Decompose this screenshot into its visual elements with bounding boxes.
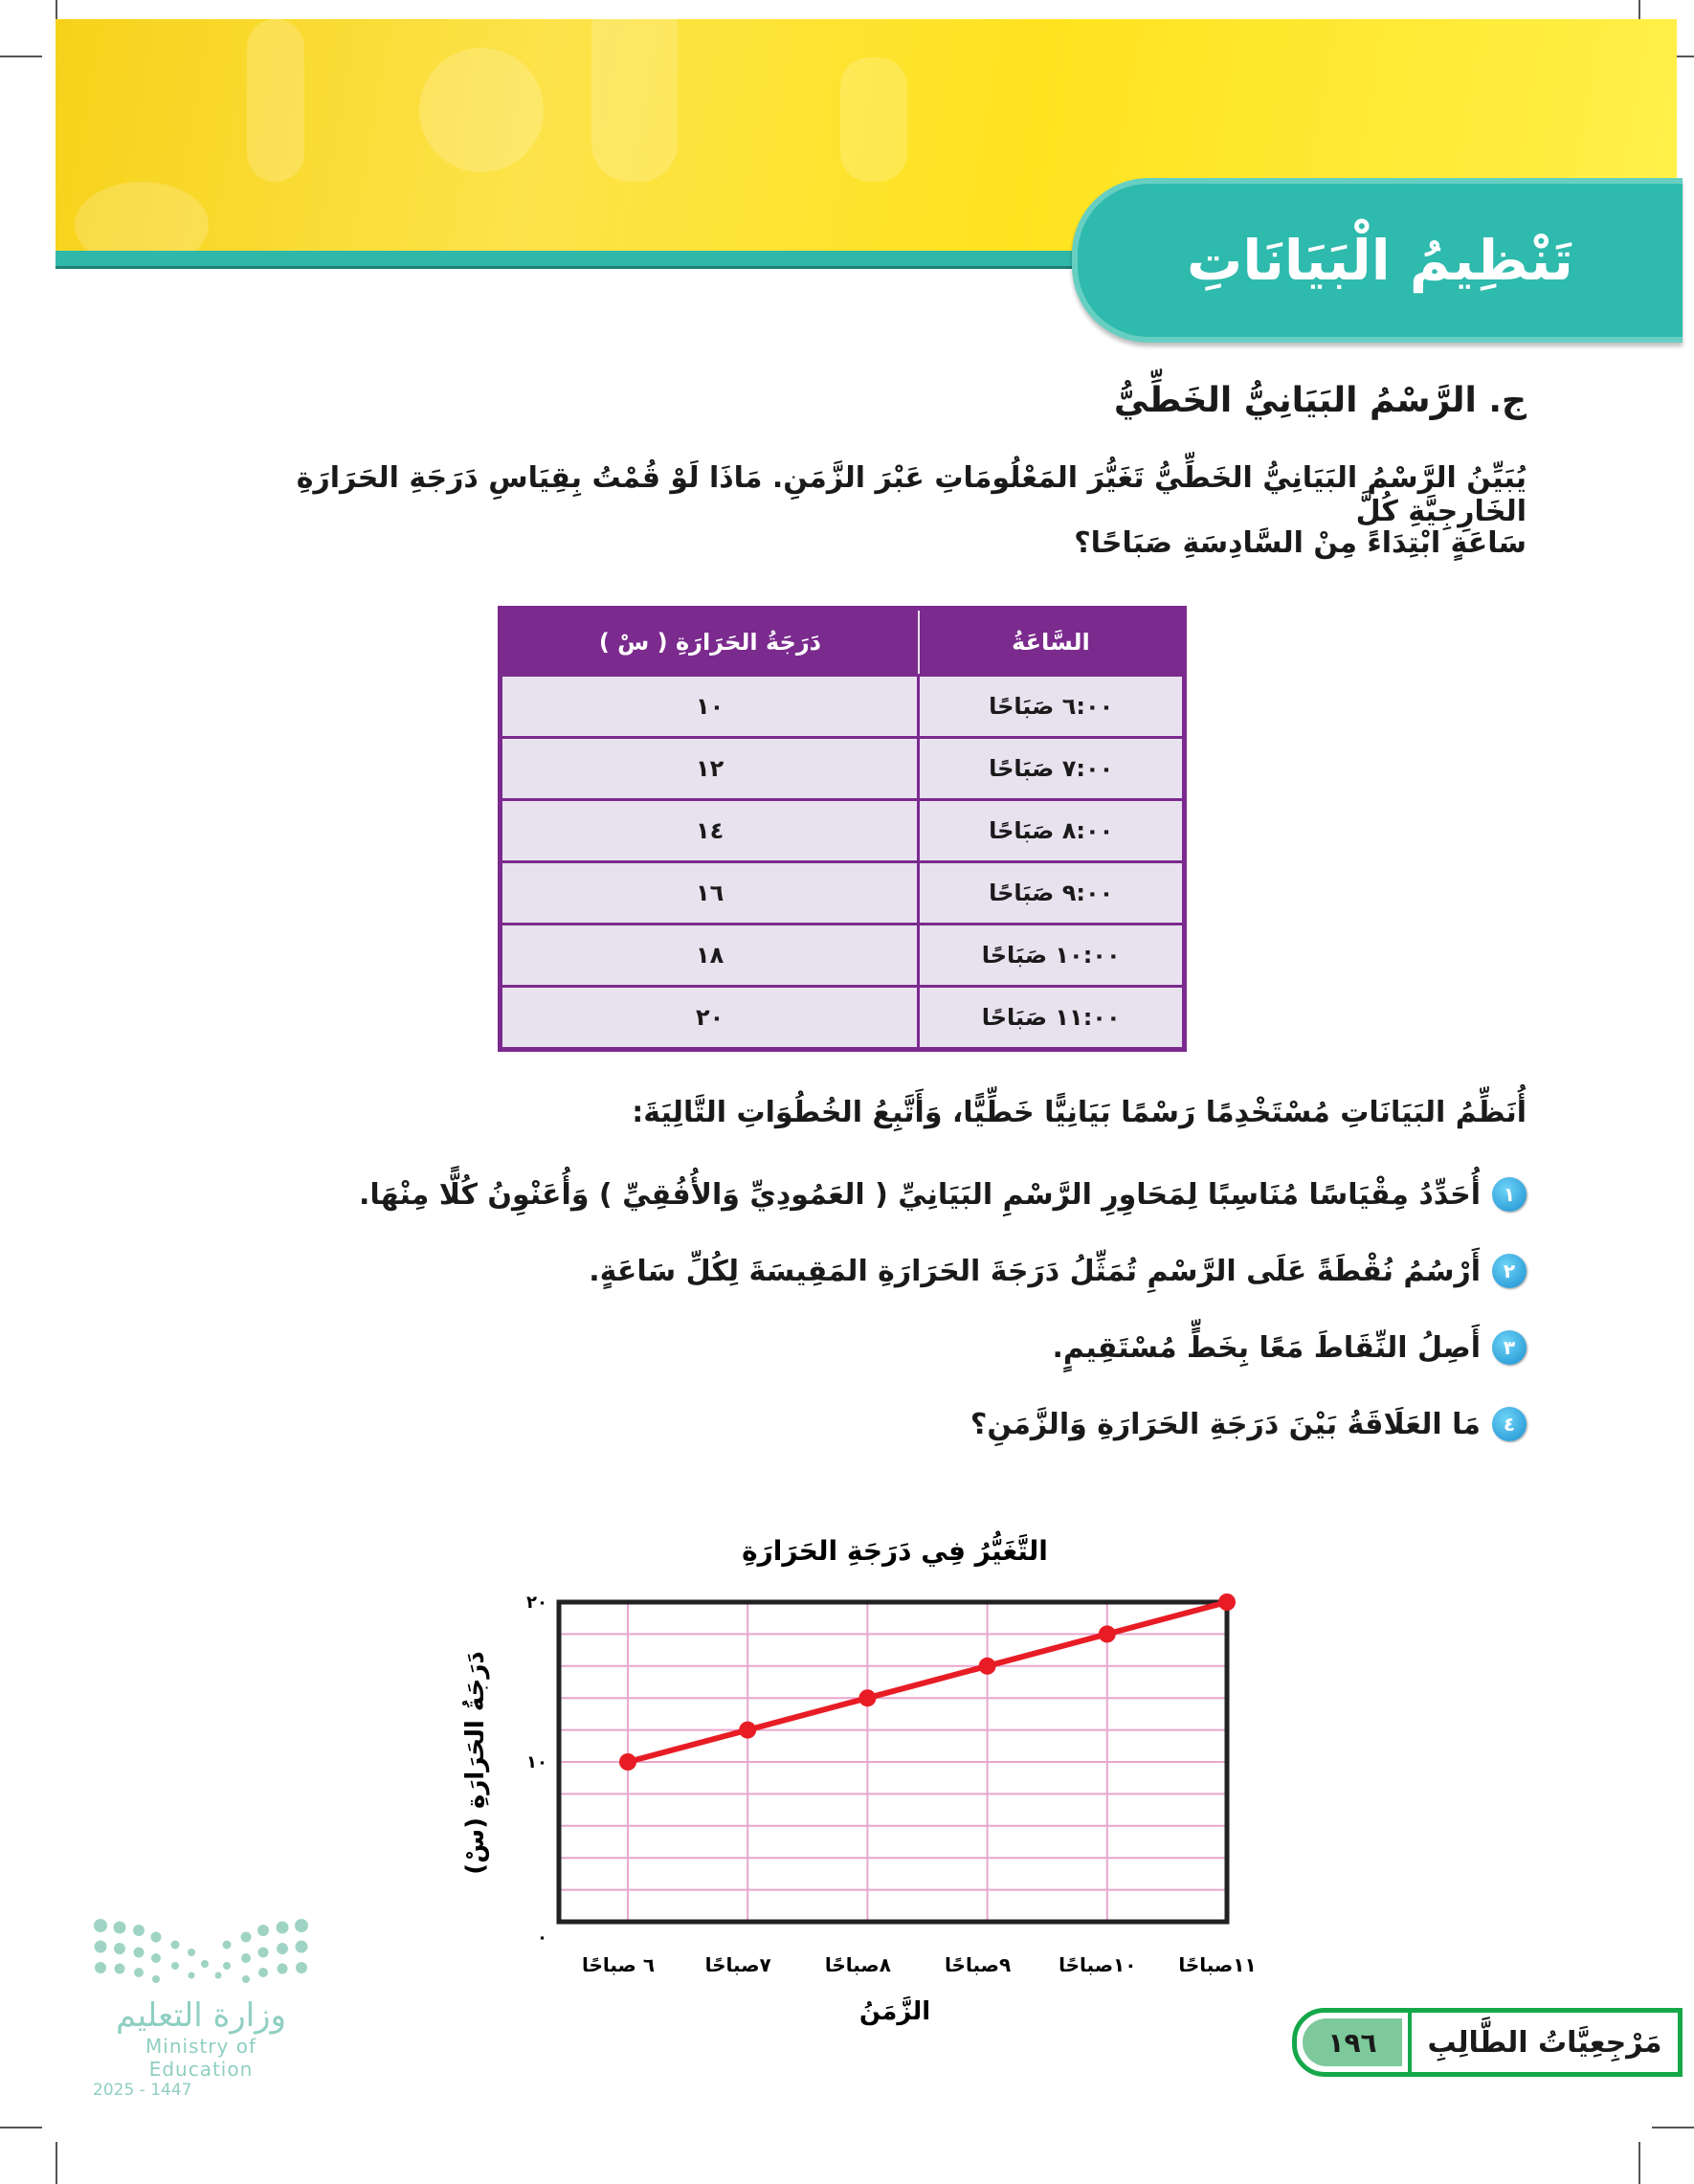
temperature-cell: ١٨ — [501, 925, 919, 987]
step-number-badge: ٤ — [1492, 1407, 1527, 1441]
banner-decoration — [840, 57, 907, 182]
x-tick-label: ٦ صباحًا — [581, 1953, 656, 1976]
data-point — [979, 1658, 996, 1675]
page-title: تَنْظِيمُ الْبَيَانَاتِ — [1187, 228, 1573, 293]
data-point — [1099, 1625, 1116, 1642]
y-tick-label: ٠ — [537, 1928, 547, 1948]
y-tick-label: ٢٠ — [526, 1593, 547, 1613]
x-tick-label: ٧صباحًا — [704, 1953, 771, 1976]
step-number-badge: ٢ — [1492, 1254, 1527, 1288]
y-tick-label: ١٠ — [526, 1752, 547, 1772]
temperature-series-line — [628, 1602, 1227, 1762]
data-point — [858, 1689, 876, 1706]
intro-paragraph-line: يُبَيِّنُ الرَّسْمُ البَيَانِيُّ الخَطِّيُّ تَغَيُّرَ المَعْلُومَاتِ عَبْرَ الزَّمَنِ. مَاذَا لَوْ قُمْتُ بِقِيَاسِ دَرَجَةِ الحَرَارَةِ الخَارِجِيَّةِ كُلَّ — [296, 461, 1527, 528]
table-row — [501, 738, 1185, 800]
x-tick-label: ١٠صباحًا — [1059, 1953, 1137, 1976]
page-footer — [1292, 2008, 1683, 2077]
x-tick-label: ٩صباحًا — [945, 1953, 1012, 1976]
crop-mark — [1652, 2127, 1694, 2128]
x-axis-label: الزَّمَنُ — [858, 1997, 931, 2026]
time-cell: ٨:٠٠ صَبَاحًا — [919, 800, 1185, 862]
y-axis-ticks — [526, 1593, 547, 1948]
step-text: أُحَدِّدُ مِقْيَاسًا مُنَاسِبًا لِمَحَاوِرِ الرَّسْمِ البَيَانِيِّ ( العَمُودِيِّ وَالأُفُقِيِّ ) وَأُعَنْوِنُ كُلًّا مِنْهَا. — [358, 1177, 1481, 1212]
x-tick-label: ١١صباحًا — [1178, 1953, 1257, 1976]
time-cell: ١١:٠٠ صَبَاحًا — [919, 987, 1185, 1050]
table-row — [501, 676, 1185, 738]
section-heading: ج. الرَّسْمُ البَيَانِيُّ الخَطِّيُّ — [1113, 381, 1527, 420]
temperature-cell: ١٦ — [501, 862, 919, 925]
time-cell: ١٠:٠٠ صَبَاحًا — [919, 925, 1185, 987]
temperature-cell: ١٤ — [501, 800, 919, 862]
time-cell: ٧:٠٠ صَبَاحًا — [919, 738, 1185, 800]
step-item — [1052, 1330, 1527, 1365]
crop-mark — [56, 2142, 57, 2184]
footer-section-label: مَرْجِعِيَّاتُ الطَّالِبِ — [1408, 2013, 1678, 2072]
step-item — [970, 1407, 1527, 1441]
intro-paragraph-line: سَاعَةٍ ابْتِدَاءً مِنْ السَّادِسَةِ صَبَاحًا؟ — [1074, 526, 1527, 560]
time-cell: ٩:٠٠ صَبَاحًا — [919, 862, 1185, 925]
instructions-intro: أُنَظِّمُ البَيَانَاتِ مُسْتَخْدِمًا رَسْمًا بَيَانِيًّا خَطِّيًّا، وَأَتَّبِعُ الخُطُوَاتِ التَّالِيَةَ: — [632, 1096, 1527, 1129]
page-number: ١٩٦ — [1303, 2018, 1402, 2066]
step-number-badge: ٣ — [1492, 1330, 1527, 1365]
ministry-name-english: Ministry of Education — [145, 2035, 256, 2081]
data-point — [1218, 1593, 1236, 1611]
chapter-title-tab — [1072, 178, 1683, 343]
step-item — [359, 1177, 1527, 1212]
table-row — [501, 862, 1185, 925]
column-header-temperature: دَرَجَةُ الحَرَارَةِ ( سْ ) — [501, 609, 919, 676]
chart-title: التَّغَيُّرُ فِي دَرَجَةِ الحَرَارَةِ — [742, 1535, 1048, 1567]
ministry-logo-dots-icon — [91, 1914, 311, 1983]
step-text: أَرْسُمُ نُقْطَةً عَلَى الرَّسْمِ تُمَثِّلُ دَرَجَةَ الحَرَارَةِ المَقِيسَةَ لِكُلِّ سَاعَةٍ. — [589, 1254, 1481, 1288]
table-row — [501, 987, 1185, 1050]
banner-decoration — [419, 48, 544, 172]
table-row — [501, 800, 1185, 862]
step-text: أَصِلُ النِّقَاطَ مَعًا بِخَطٍّ مُسْتَقِيمٍ. — [1052, 1330, 1481, 1365]
y-axis-label: دَرَجَةُ الحَرَارَةِ (سْ) — [461, 1651, 490, 1875]
table-header-row — [501, 609, 1185, 676]
table-row — [501, 925, 1185, 987]
step-item — [589, 1254, 1527, 1288]
step-number-badge: ١ — [1492, 1177, 1527, 1212]
x-tick-label: ٨صباحًا — [824, 1953, 891, 1976]
banner-decoration — [75, 182, 209, 256]
column-header-time: السَّاعَةُ — [919, 609, 1185, 676]
crop-mark — [0, 2127, 42, 2128]
step-text: مَا العَلَاقَةُ بَيْنَ دَرَجَةِ الحَرَارَةِ وَالزَّمَنِ؟ — [970, 1407, 1481, 1441]
crop-mark — [1638, 2142, 1640, 2184]
x-axis-ticks — [582, 1953, 1257, 1976]
academic-year: 2025 - 1447 — [93, 2081, 192, 2100]
ministry-logo — [91, 1914, 311, 2100]
banner-decoration — [247, 19, 304, 182]
temperature-table — [498, 606, 1187, 1052]
temperature-cell: ١٠ — [501, 676, 919, 738]
time-cell: ٦:٠٠ صَبَاحًا — [919, 676, 1185, 738]
data-point — [739, 1722, 756, 1739]
crop-mark — [0, 56, 42, 57]
temperature-cell: ١٢ — [501, 738, 919, 800]
temperature-cell: ٢٠ — [501, 987, 919, 1050]
banner-decoration — [591, 19, 678, 182]
data-point — [619, 1753, 636, 1771]
ministry-name-arabic: وزارة التعليم — [116, 1996, 286, 2035]
chart-grid — [559, 1602, 1227, 1922]
